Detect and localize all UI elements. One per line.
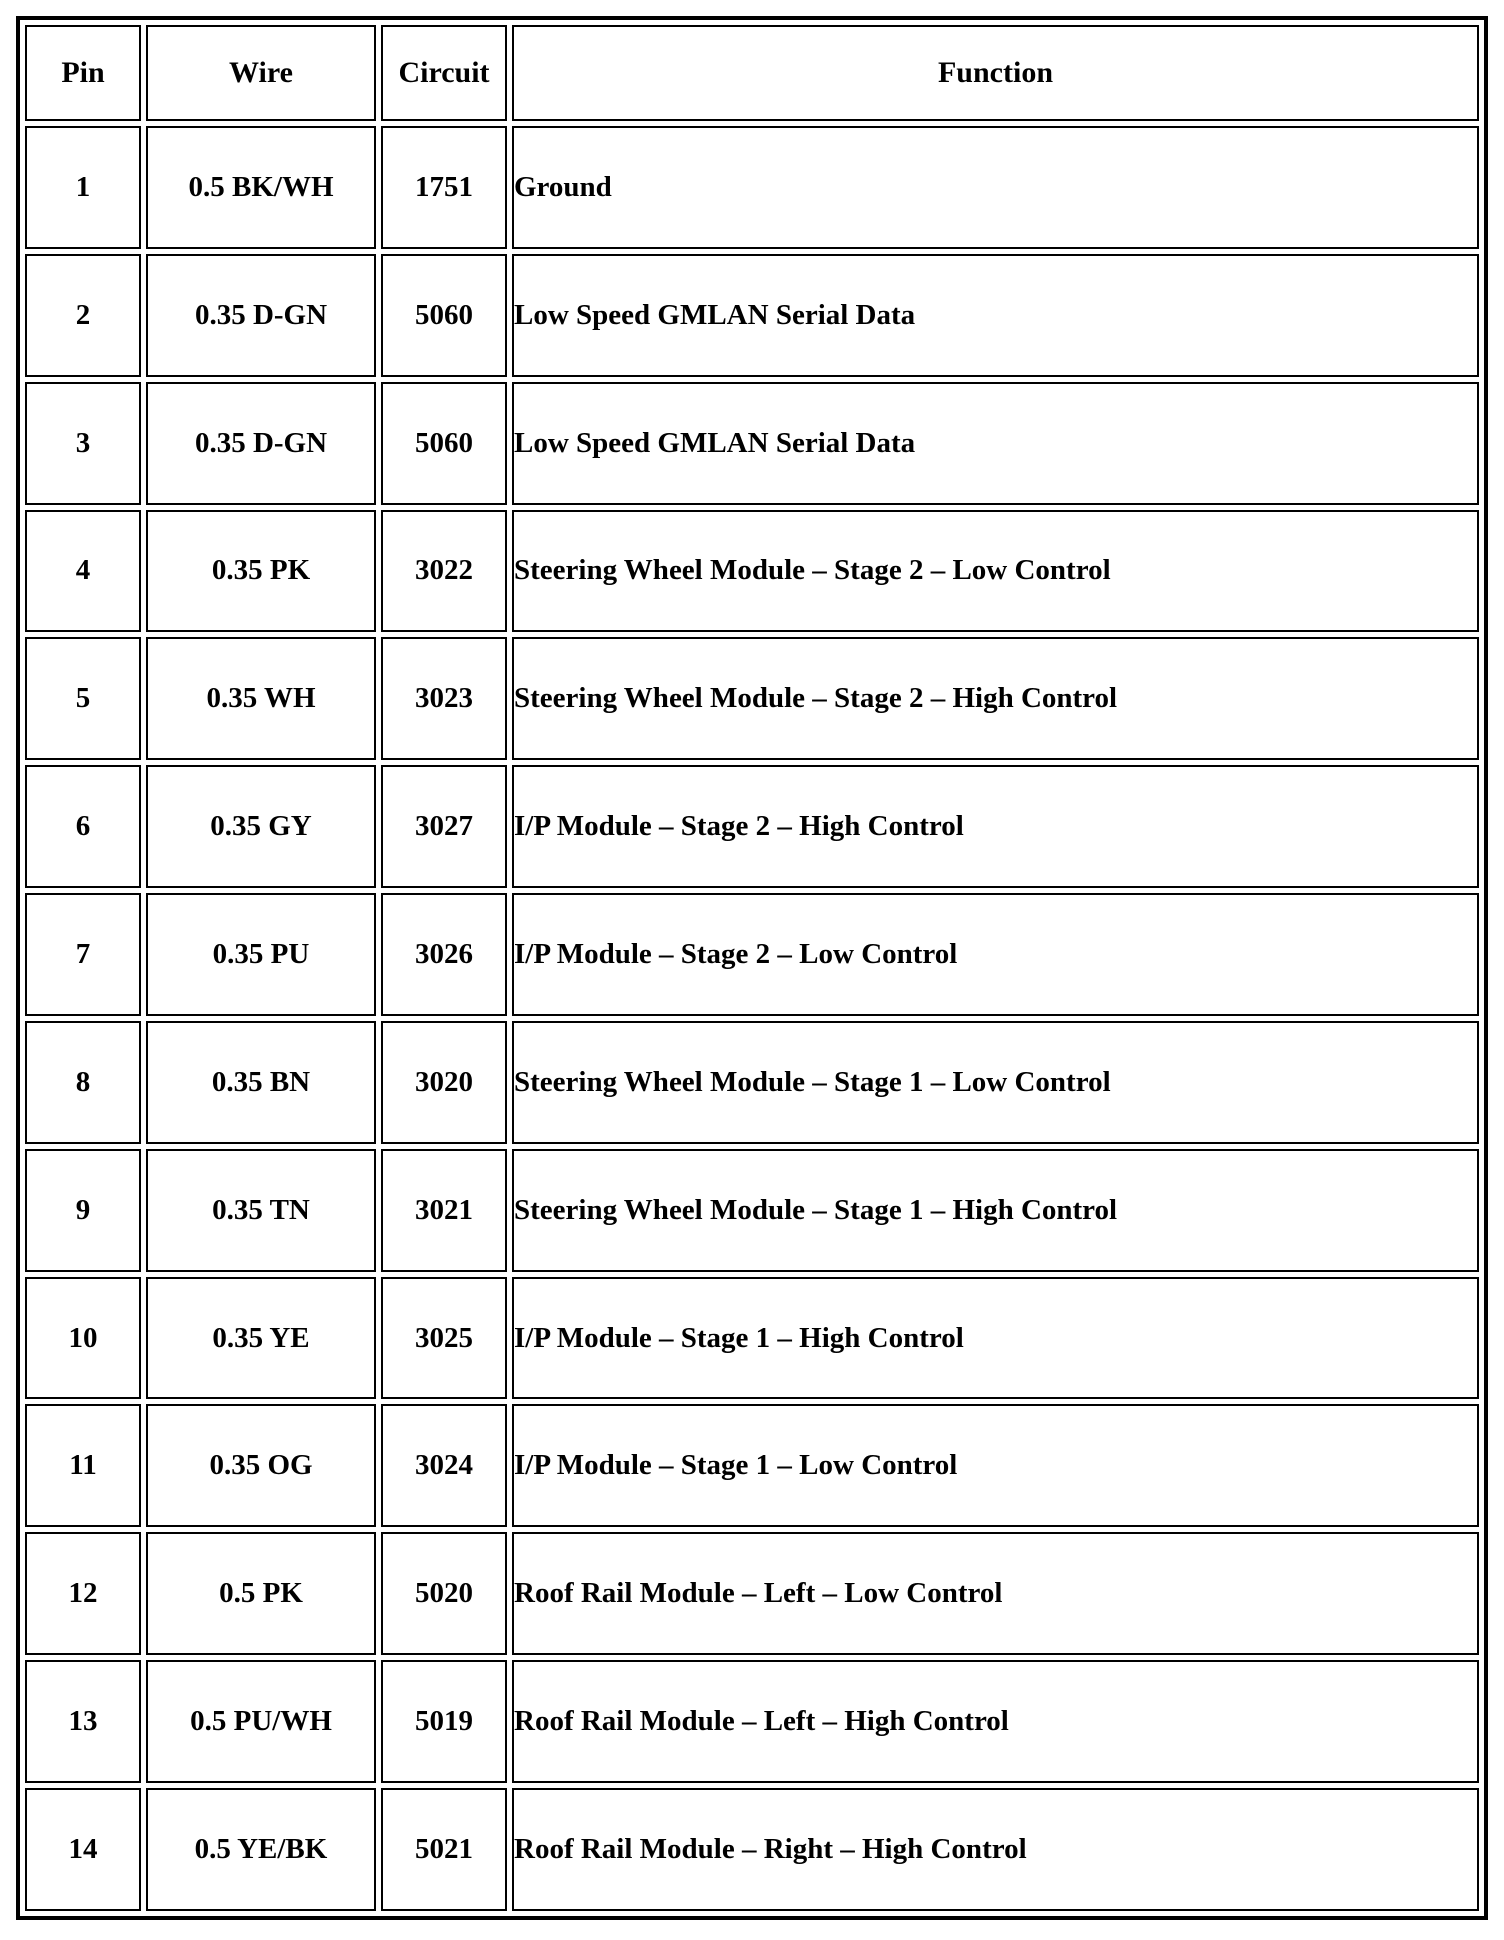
wire-cell: 0.5 BK/WH: [146, 126, 376, 249]
pin-cell: 10: [25, 1277, 141, 1400]
function-cell: Roof Rail Module – Left – Low Control: [512, 1532, 1479, 1655]
pin-cell: 6: [25, 765, 141, 888]
table-row: [25, 1532, 1479, 1655]
wire-cell: 0.35 D-GN: [146, 382, 376, 505]
wire-cell: 0.35 D-GN: [146, 254, 376, 377]
table-row: [25, 382, 1479, 505]
wire-cell: 0.35 WH: [146, 637, 376, 760]
pin-cell: 11: [25, 1404, 141, 1527]
function-cell: I/P Module – Stage 2 – Low Control: [512, 893, 1479, 1016]
circuit-cell: 5020: [381, 1532, 507, 1655]
wire-cell: 0.35 OG: [146, 1404, 376, 1527]
table-row: [25, 893, 1479, 1016]
circuit-cell: 3021: [381, 1149, 507, 1272]
pin-cell: 8: [25, 1021, 141, 1144]
pin-cell: 4: [25, 510, 141, 633]
table-row: [25, 254, 1479, 377]
circuit-cell: 3025: [381, 1277, 507, 1400]
function-cell: Steering Wheel Module – Stage 2 – Low Control: [512, 510, 1479, 633]
function-cell: Low Speed GMLAN Serial Data: [512, 254, 1479, 377]
table-row: [25, 1277, 1479, 1400]
wire-cell: 0.35 PK: [146, 510, 376, 633]
header-row: [25, 25, 1479, 121]
function-cell: Roof Rail Module – Left – High Control: [512, 1660, 1479, 1783]
function-cell: I/P Module – Stage 1 – Low Control: [512, 1404, 1479, 1527]
circuit-cell: 5060: [381, 254, 507, 377]
function-cell: Roof Rail Module – Right – High Control: [512, 1788, 1479, 1911]
pin-cell: 12: [25, 1532, 141, 1655]
circuit-cell: 1751: [381, 126, 507, 249]
pin-cell: 2: [25, 254, 141, 377]
wire-cell: 0.5 YE/BK: [146, 1788, 376, 1911]
table-row: [25, 1788, 1479, 1911]
pin-cell: 14: [25, 1788, 141, 1911]
header-wire: Wire: [146, 25, 376, 121]
wire-cell: 0.35 BN: [146, 1021, 376, 1144]
circuit-cell: 3023: [381, 637, 507, 760]
circuit-cell: 3020: [381, 1021, 507, 1144]
circuit-cell: 3026: [381, 893, 507, 1016]
table-row: [25, 510, 1479, 633]
header-pin: Pin: [25, 25, 141, 121]
function-cell: Steering Wheel Module – Stage 1 – High Control: [512, 1149, 1479, 1272]
circuit-cell: 3027: [381, 765, 507, 888]
circuit-cell: 5021: [381, 1788, 507, 1911]
pin-cell: 13: [25, 1660, 141, 1783]
function-cell: Low Speed GMLAN Serial Data: [512, 382, 1479, 505]
function-cell: I/P Module – Stage 1 – High Control: [512, 1277, 1479, 1400]
function-cell: Ground: [512, 126, 1479, 249]
wire-cell: 0.35 YE: [146, 1277, 376, 1400]
wire-cell: 0.35 GY: [146, 765, 376, 888]
header-circuit: Circuit: [381, 25, 507, 121]
table-row: [25, 1149, 1479, 1272]
table-row: [25, 1660, 1479, 1783]
circuit-cell: 3022: [381, 510, 507, 633]
circuit-cell: 5019: [381, 1660, 507, 1783]
pin-cell: 7: [25, 893, 141, 1016]
pin-cell: 3: [25, 382, 141, 505]
function-cell: Steering Wheel Module – Stage 2 – High Control: [512, 637, 1479, 760]
table-row: [25, 1021, 1479, 1144]
connector-pinout-table: [16, 16, 1488, 1920]
function-cell: Steering Wheel Module – Stage 1 – Low Control: [512, 1021, 1479, 1144]
wire-cell: 0.5 PU/WH: [146, 1660, 376, 1783]
table-row: [25, 637, 1479, 760]
wire-cell: 0.5 PK: [146, 1532, 376, 1655]
table-row: [25, 765, 1479, 888]
table-row: [25, 126, 1479, 249]
wire-cell: 0.35 TN: [146, 1149, 376, 1272]
circuit-cell: 5060: [381, 382, 507, 505]
header-function: Function: [512, 25, 1479, 121]
wire-cell: 0.35 PU: [146, 893, 376, 1016]
pin-cell: 9: [25, 1149, 141, 1272]
circuit-cell: 3024: [381, 1404, 507, 1527]
pin-cell: 1: [25, 126, 141, 249]
table-row: [25, 1404, 1479, 1527]
function-cell: I/P Module – Stage 2 – High Control: [512, 765, 1479, 888]
pin-cell: 5: [25, 637, 141, 760]
